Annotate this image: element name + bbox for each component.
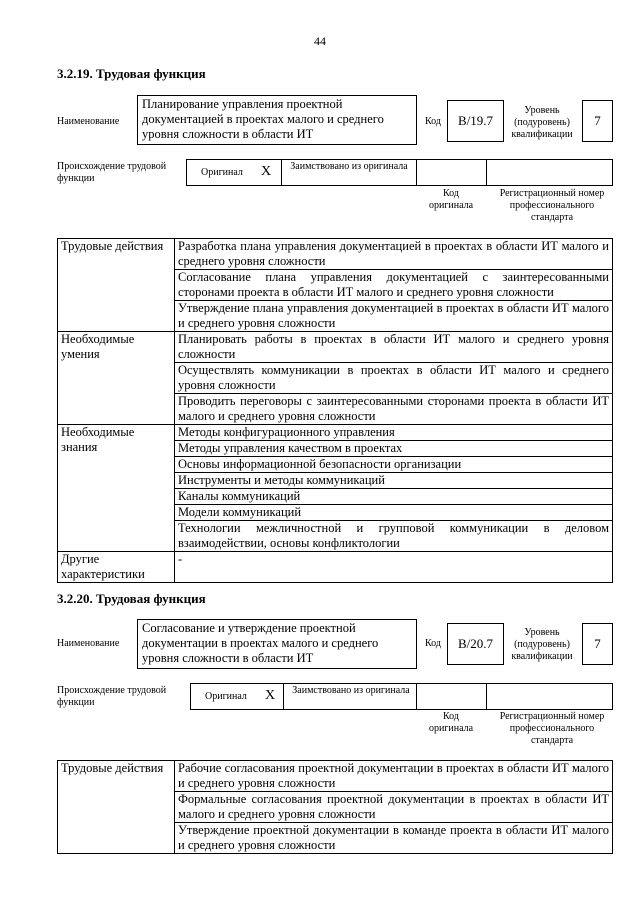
code-value: B/20.7 (447, 623, 504, 665)
name-label: Наименование (57, 116, 120, 127)
level-value: 7 (582, 623, 613, 665)
item-cell: Технологии межличностной и групповой коммуникации в деловом взаимодействии, основы конфликтологии (175, 521, 613, 552)
table-row (58, 239, 613, 270)
item-cell: Основы информационной безопасности организации (175, 457, 613, 473)
reg-number-caption: Регистрационный номер профессионального стандарта (499, 711, 605, 746)
function-name: Планирование управления проектной документацией в проектах малого и среднего уровня сложности в области ИТ (137, 95, 417, 145)
item-cell: Методы управления качеством в проектах (175, 441, 613, 457)
page-number: 44 (314, 34, 326, 48)
section-heading: 3.2.19. Трудовая функция (57, 66, 206, 81)
name-label: Наименование (57, 638, 120, 649)
item-cell: Утверждение плана управления документацией в проектах в области ИТ малого и среднего уровня сложности (175, 301, 613, 332)
table-row (58, 425, 613, 441)
level-value: 7 (582, 100, 613, 142)
item-cell: Утверждение проектной документации в команде проекта в области ИТ малого и среднего уровня сложности (175, 823, 613, 854)
item-cell: - (175, 552, 613, 583)
item-cell: Рабочие согласования проектной документации в проектах в области ИТ малого и среднего уровня сложности (175, 761, 613, 792)
function-table (57, 238, 613, 583)
code-value: B/19.7 (447, 100, 504, 142)
code-label: Код (425, 116, 441, 127)
item-cell: Согласование плана управления документацией с заинтересованными сторонами проекта в области ИТ малого и среднего уровня сложности (175, 270, 613, 301)
origin-row (186, 159, 613, 186)
code-original-caption: Код оригинала (428, 188, 474, 211)
code-original-caption: Код оригинала (428, 711, 474, 734)
original-mark: X (265, 688, 276, 703)
item-cell: Модели коммуникаций (175, 505, 613, 521)
borrowed-label: Заимствовано из оригинала (290, 161, 408, 172)
item-cell: Инструменты и методы коммуникаций (175, 473, 613, 489)
level-label: Уровень (подуровень) квалификации (511, 105, 573, 140)
table-row (58, 552, 613, 583)
borrowed-label: Заимствовано из оригинала (292, 685, 410, 696)
origin-label: Происхождение трудовой функции (57, 161, 167, 184)
level-label: Уровень (подуровень) квалификации (511, 627, 573, 662)
item-cell: Методы конфигурационного управления (175, 425, 613, 441)
table-row (58, 761, 613, 792)
item-cell: Планировать работы в проектах в области ИТ малого и среднего уровня сложности (175, 332, 613, 363)
category-cell: Трудовые действия (58, 239, 175, 332)
function-table (57, 760, 613, 854)
item-cell: Разработка плана управления документацией в проектах в области ИТ малого и среднего уровня сложности (175, 239, 613, 270)
reg-number-caption: Регистрационный номер профессионального стандарта (499, 188, 605, 223)
origin-row (190, 683, 613, 710)
section-heading: 3.2.20. Трудовая функция (57, 591, 206, 606)
table-row (58, 332, 613, 363)
category-cell: Необходимые знания (58, 425, 175, 552)
category-cell: Трудовые действия (58, 761, 175, 854)
category-cell: Необходимые умения (58, 332, 175, 425)
original-label: Оригинал (201, 167, 243, 178)
item-cell: Проводить переговоры с заинтересованными сторонами проекта в области ИТ малого и среднего уровня сложности (175, 394, 613, 425)
original-mark: X (261, 164, 272, 179)
original-label: Оригинал (205, 691, 247, 702)
item-cell: Формальные согласования проектной документации в проектах в области ИТ малого и среднего уровня сложности (175, 792, 613, 823)
item-cell: Каналы коммуникаций (175, 489, 613, 505)
origin-label: Происхождение трудовой функции (57, 685, 167, 708)
item-cell: Осуществлять коммуникации в проектах в области ИТ малого и среднего уровня сложности (175, 363, 613, 394)
code-label: Код (425, 638, 441, 649)
function-name: Согласование и утверждение проектной документации в проектах малого и среднего уровня сложности в области ИТ (137, 619, 417, 669)
category-cell: Другие характеристики (58, 552, 175, 583)
